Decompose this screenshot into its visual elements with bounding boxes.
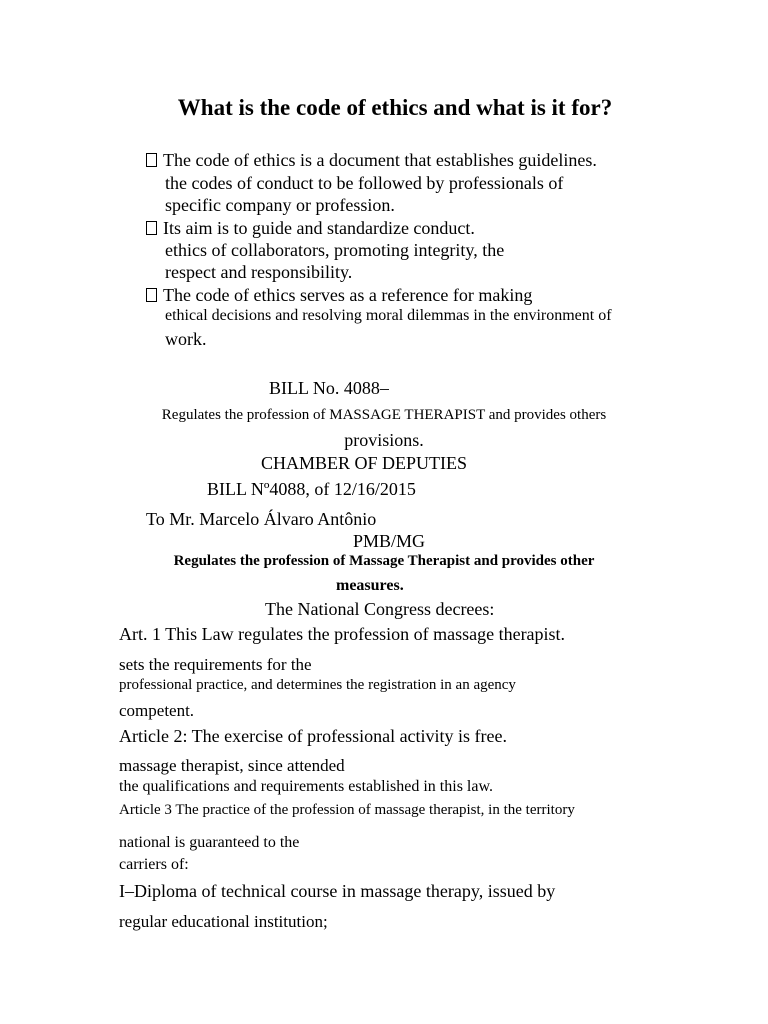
addressee: To Mr. Marcelo Álvaro Antônio (146, 509, 377, 529)
article-line: Article 2: The exercise of professional activity is free. (119, 726, 508, 746)
article-line: competent. (119, 701, 195, 720)
decree-line: The National Congress decrees: (265, 599, 495, 619)
article-line: Art. 1 This Law regulates the profession of massage therapist. (119, 624, 566, 644)
article-line: massage therapist, since attended (119, 756, 345, 775)
bold-summary: Regulates the profession of Massage Therapist and provides other (173, 553, 595, 569)
article-line: professional practice, and determines the registration in an agency (119, 677, 516, 693)
bill-number-heading: BILL No. 4088– (269, 378, 389, 398)
article-line: sets the requirements for the (119, 655, 312, 674)
bullet-line: respect and responsibility. (165, 262, 353, 282)
bullet-line: ethics of collaborators, promoting integrity, the (165, 240, 505, 260)
bullet-line: the codes of conduct to be followed by professionals of (165, 173, 564, 193)
bullet-line: ethical decisions and resolving moral dilemmas in the environment of (165, 307, 612, 324)
bullet-line: specific company or profession. (165, 195, 395, 215)
article-line: regular educational institution; (119, 912, 328, 931)
bill-summary: Regulates the profession of MASSAGE THERAPIST and provides others (161, 407, 607, 423)
bullet-box-icon (146, 221, 157, 235)
party: PMB/MG (353, 531, 426, 551)
article-line: I–Diploma of technical course in massage therapy, issued by (119, 881, 556, 901)
bullet-line: work. (165, 329, 207, 349)
article-line: national is guaranteed to the (119, 834, 300, 851)
page-title: What is the code of ethics and what is it for? (177, 95, 613, 120)
bullet-box-icon (146, 288, 157, 302)
bullet-line: The code of ethics is a document that establishes guidelines. (146, 151, 597, 169)
bill-date: BILL Nº4088, of 12/16/2015 (207, 479, 416, 499)
article-line: the qualifications and requirements established in this law. (119, 778, 493, 795)
bullet-box-icon (146, 153, 157, 167)
bill-summary: provisions. (344, 430, 424, 450)
bold-summary: measures. (336, 577, 404, 594)
bullet-line: Its aim is to guide and standardize conduct. (146, 219, 475, 237)
chamber-heading: CHAMBER OF DEPUTIES (261, 453, 468, 473)
article-line: carriers of: (119, 856, 189, 873)
article-line: Article 3 The practice of the profession of massage therapist, in the territory (119, 802, 575, 818)
bullet-line: The code of ethics serves as a reference for making (146, 286, 532, 304)
